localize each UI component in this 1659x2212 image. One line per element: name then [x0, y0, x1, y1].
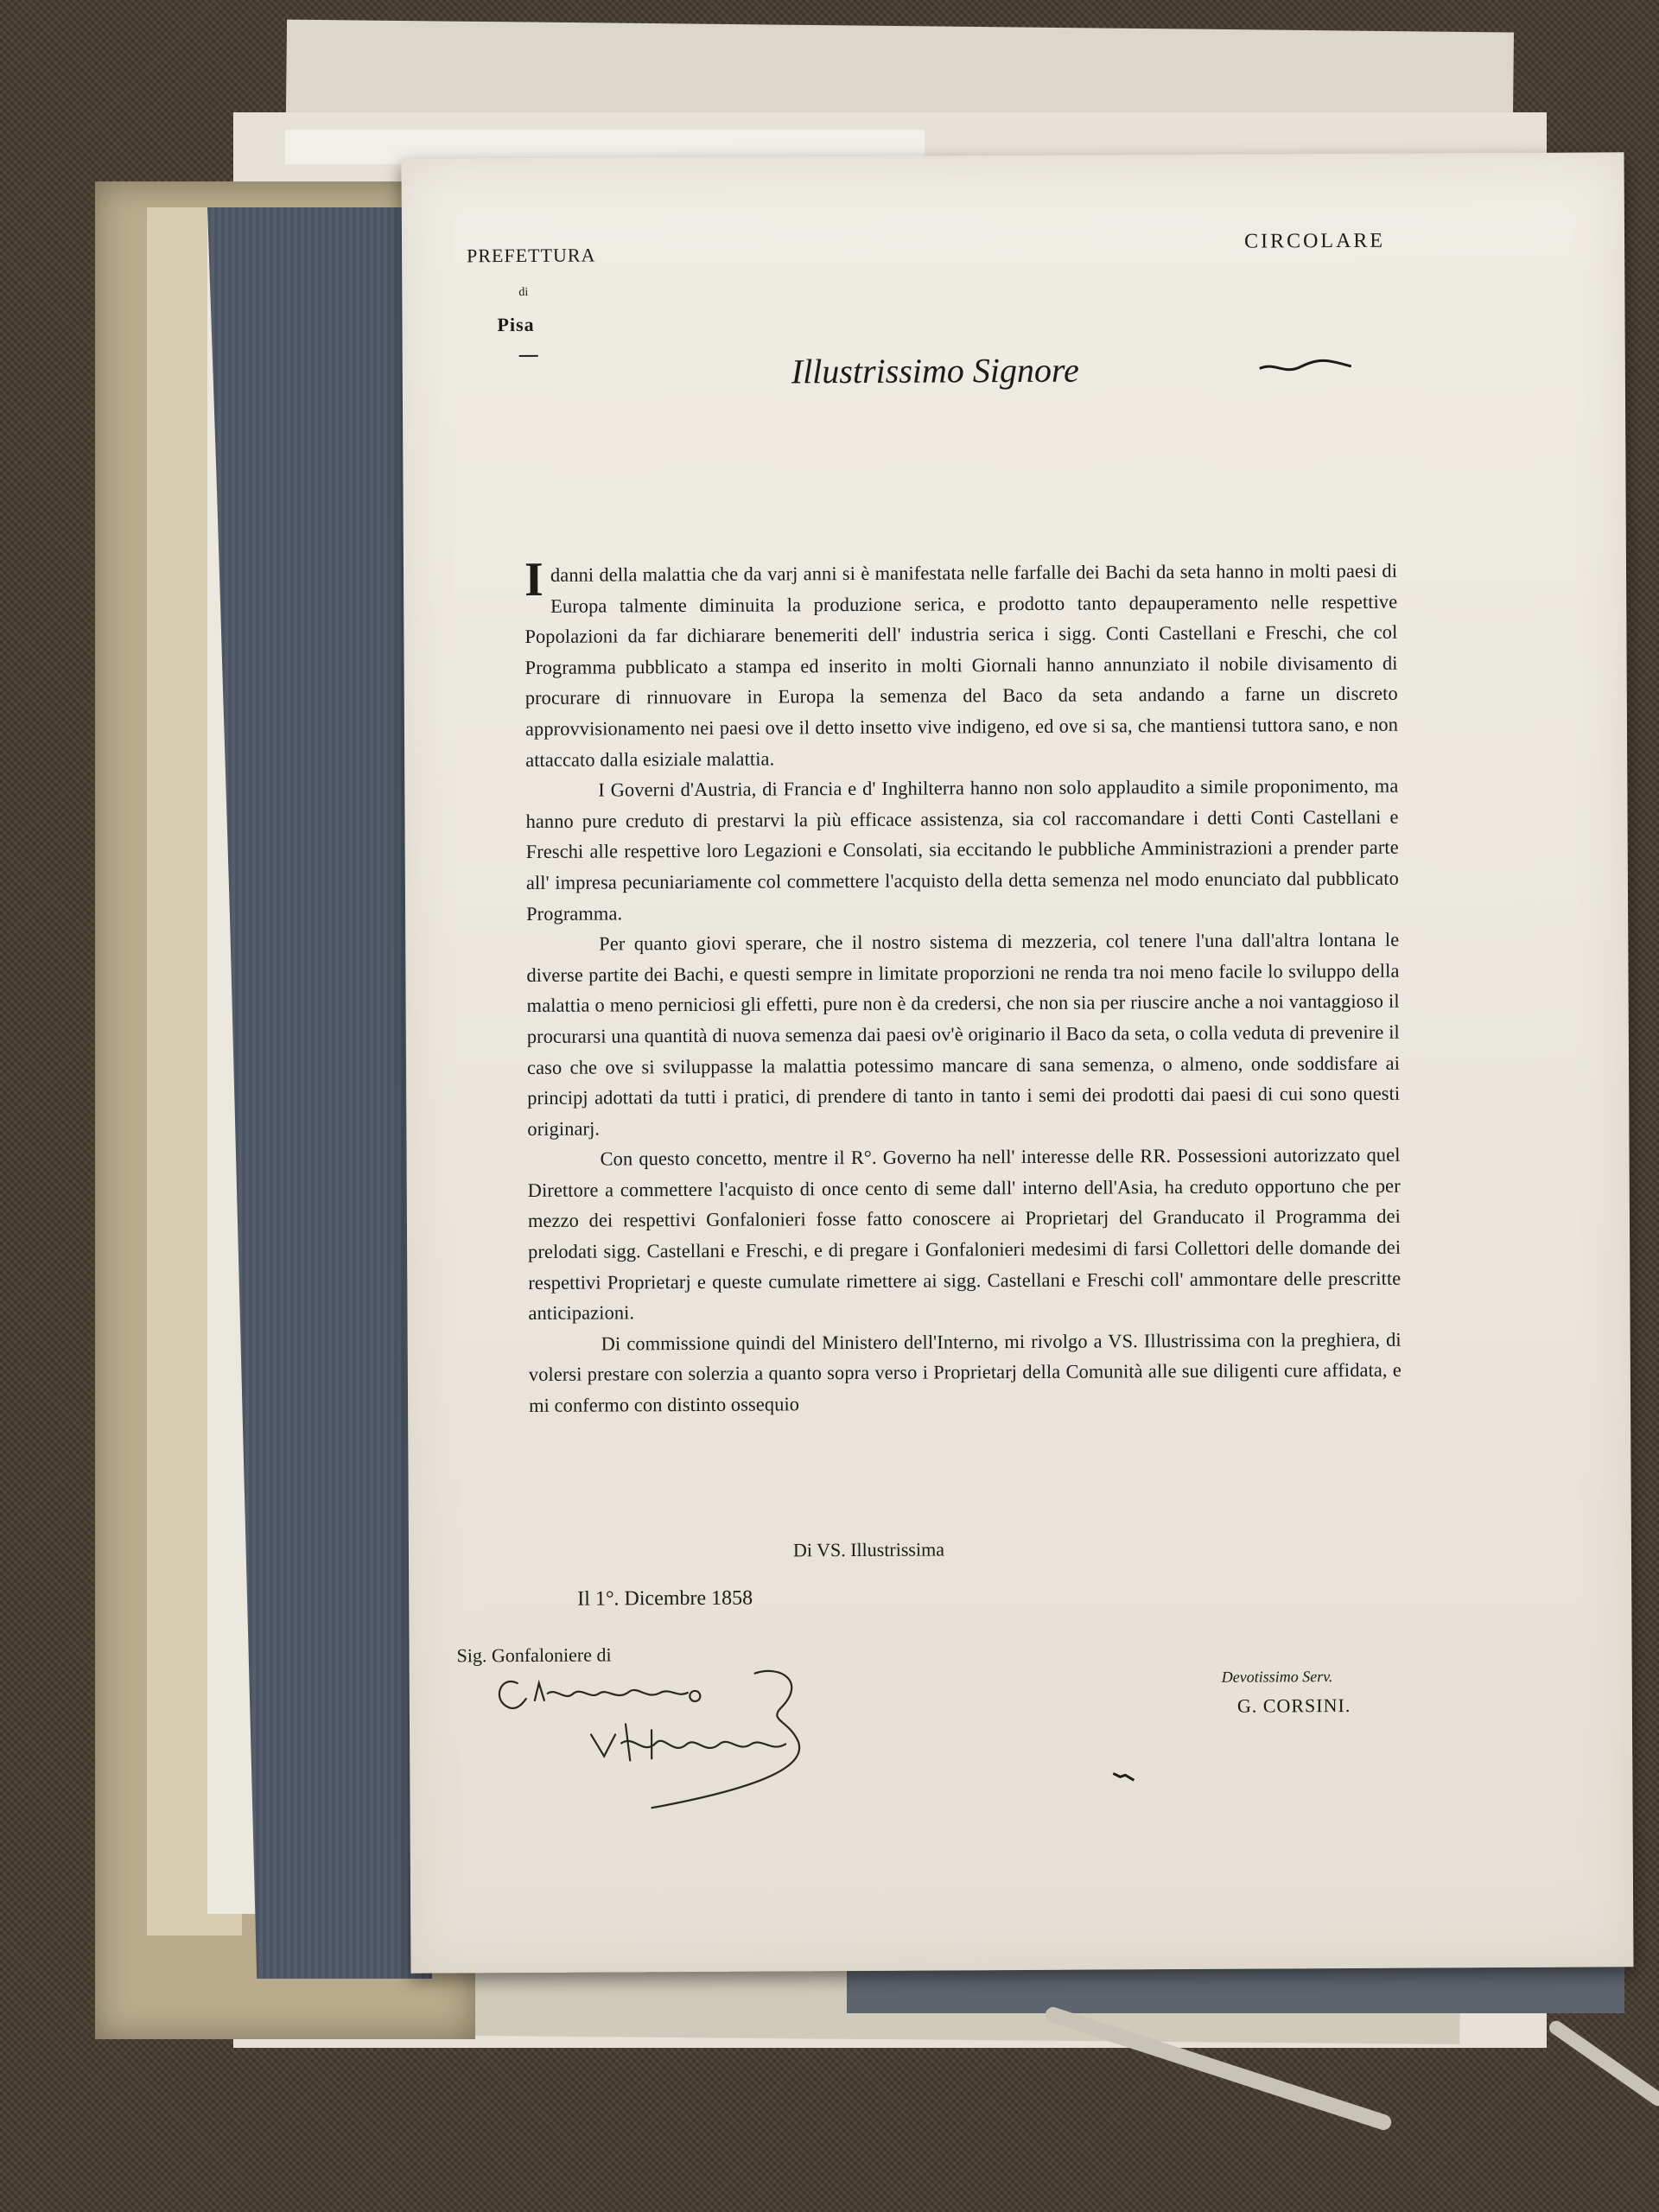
body-paragraph: I Governi d'Austria, di Francia e d' Inghilterra hanno non solo applaudito a simile proponimento, ma hanno pure creduto di prestarvi la più efficace assistenza, sia col raccomandare i detti Conti Castellani e Freschi alle respettive loro Legazioni e Consolati, sia eccitando le pubbliche Amministrazioni a prender parte all' impresa pecuniariamente col commettere l'acquisto della detta semenza nel modo enunciato dal pubblicato Programma.	[525, 774, 1399, 925]
flourish-icon	[1258, 353, 1353, 379]
sender-name: G. CORSINI.	[1236, 1694, 1351, 1717]
sender-role: Devotissimo Serv.	[1221, 1668, 1333, 1686]
addressee-line: Sig. Gonfaloniere di	[456, 1643, 612, 1667]
date-line: Il 1°. Dicembre 1858	[577, 1586, 753, 1611]
body-text	[524, 552, 1402, 1421]
cloth-tie	[1547, 2018, 1659, 2109]
issuer-city: Pisa	[497, 313, 535, 336]
ink-blot-icon	[1109, 1766, 1144, 1783]
body-paragraph: Con questo concetto, mentre il R°. Governo ha nell' interesse delle RR. Possessioni autorizzato quel Direttore a commettere l'acquisto di once cento di seme dall' interno dell'Asia, ha creduto opportuno che per mezzo dei respettivi Gonfalonieri fosse fatto conoscere ai Proprietarj del Granducato il Programma dei prelodati sigg. Castellani e Freschi, e di pregare i Gonfalonieri medesimi di farsi Collettori delle domande dei respettivi Proprietarj e queste cumulate rimettere ai sigg. Castellani e Freschi coll' ammontare delle prescritte anticipazioni.	[527, 1143, 1402, 1325]
handwritten-note	[487, 1647, 834, 1821]
paragraph-text: danni della malattia che da varj anni si è manifestata nelle farfalle dei Bachi da seta hanno in molti paesi di Europa talmente diminuita la produzione serica, e prodotto tanto depauperamento nelle respettive Popolazioni da far dichiarare benemeriti dell' industria serica i sigg. Conti Castellani e Freschi, che col Programma pubblicato a stampa ed inserito in molti Giornali hanno annunziato il nobile divisamento di procurare di rinnuovare in Europa la semenza del Baco da seta andando a farne un discreto approvvisionamento nei paesi ove il detto insetto vive indigeno, ed ove si sa, che mantiensi tuttora sano, e non attaccato dalla esiziale malattia.	[524, 559, 1399, 771]
body-paragraph	[524, 552, 1399, 775]
issuer-di: di	[518, 285, 529, 300]
issuer-office: PREFETTURA	[467, 244, 596, 267]
closing-formula: Di VS. Illustrissima	[792, 1538, 945, 1561]
document-type: CIRCOLARE	[1243, 229, 1386, 253]
issuer-divider	[519, 355, 538, 357]
body-paragraph: Di commissione quindi del Ministero dell'Interno, mi rivolgo a VS. Illustrissima con la preghiera, di volersi prestare con solerzia a quanto sopra verso i Proprietarj della Comunità alle sue diligenti cure affidata, e mi confermo con distinto ossequio	[528, 1328, 1402, 1416]
drop-cap: I	[524, 552, 544, 607]
salutation: Illustrissimo Signore	[791, 350, 1079, 391]
body-paragraph: Per quanto giovi sperare, che il nostro sistema di mezzeria, col tenere l'una dall'altra lontana le diverse partite dei Bachi, e questi sempre in limitate proporzioni ne renda tra noi meno facile lo sviluppo della malattia o meno perniciosi gli effetti, pure non è da credersi, che non sia per riuscire anche a noi vantaggioso il procurarsi una quantità di nuova semenza dai paesi ov'è originario il Baco da seta, o colla veduta di prevenire il caso che ove si sviluppasse la malattia potessimo mancare di sana semenza, o almeno, onde soddisfare ai principj adottati da tutti i pratici, di prendere di tanto in tanto i semi dei prodotti dai paesi di cui sono questi originarj.	[526, 928, 1401, 1140]
circular-document	[402, 152, 1634, 1973]
